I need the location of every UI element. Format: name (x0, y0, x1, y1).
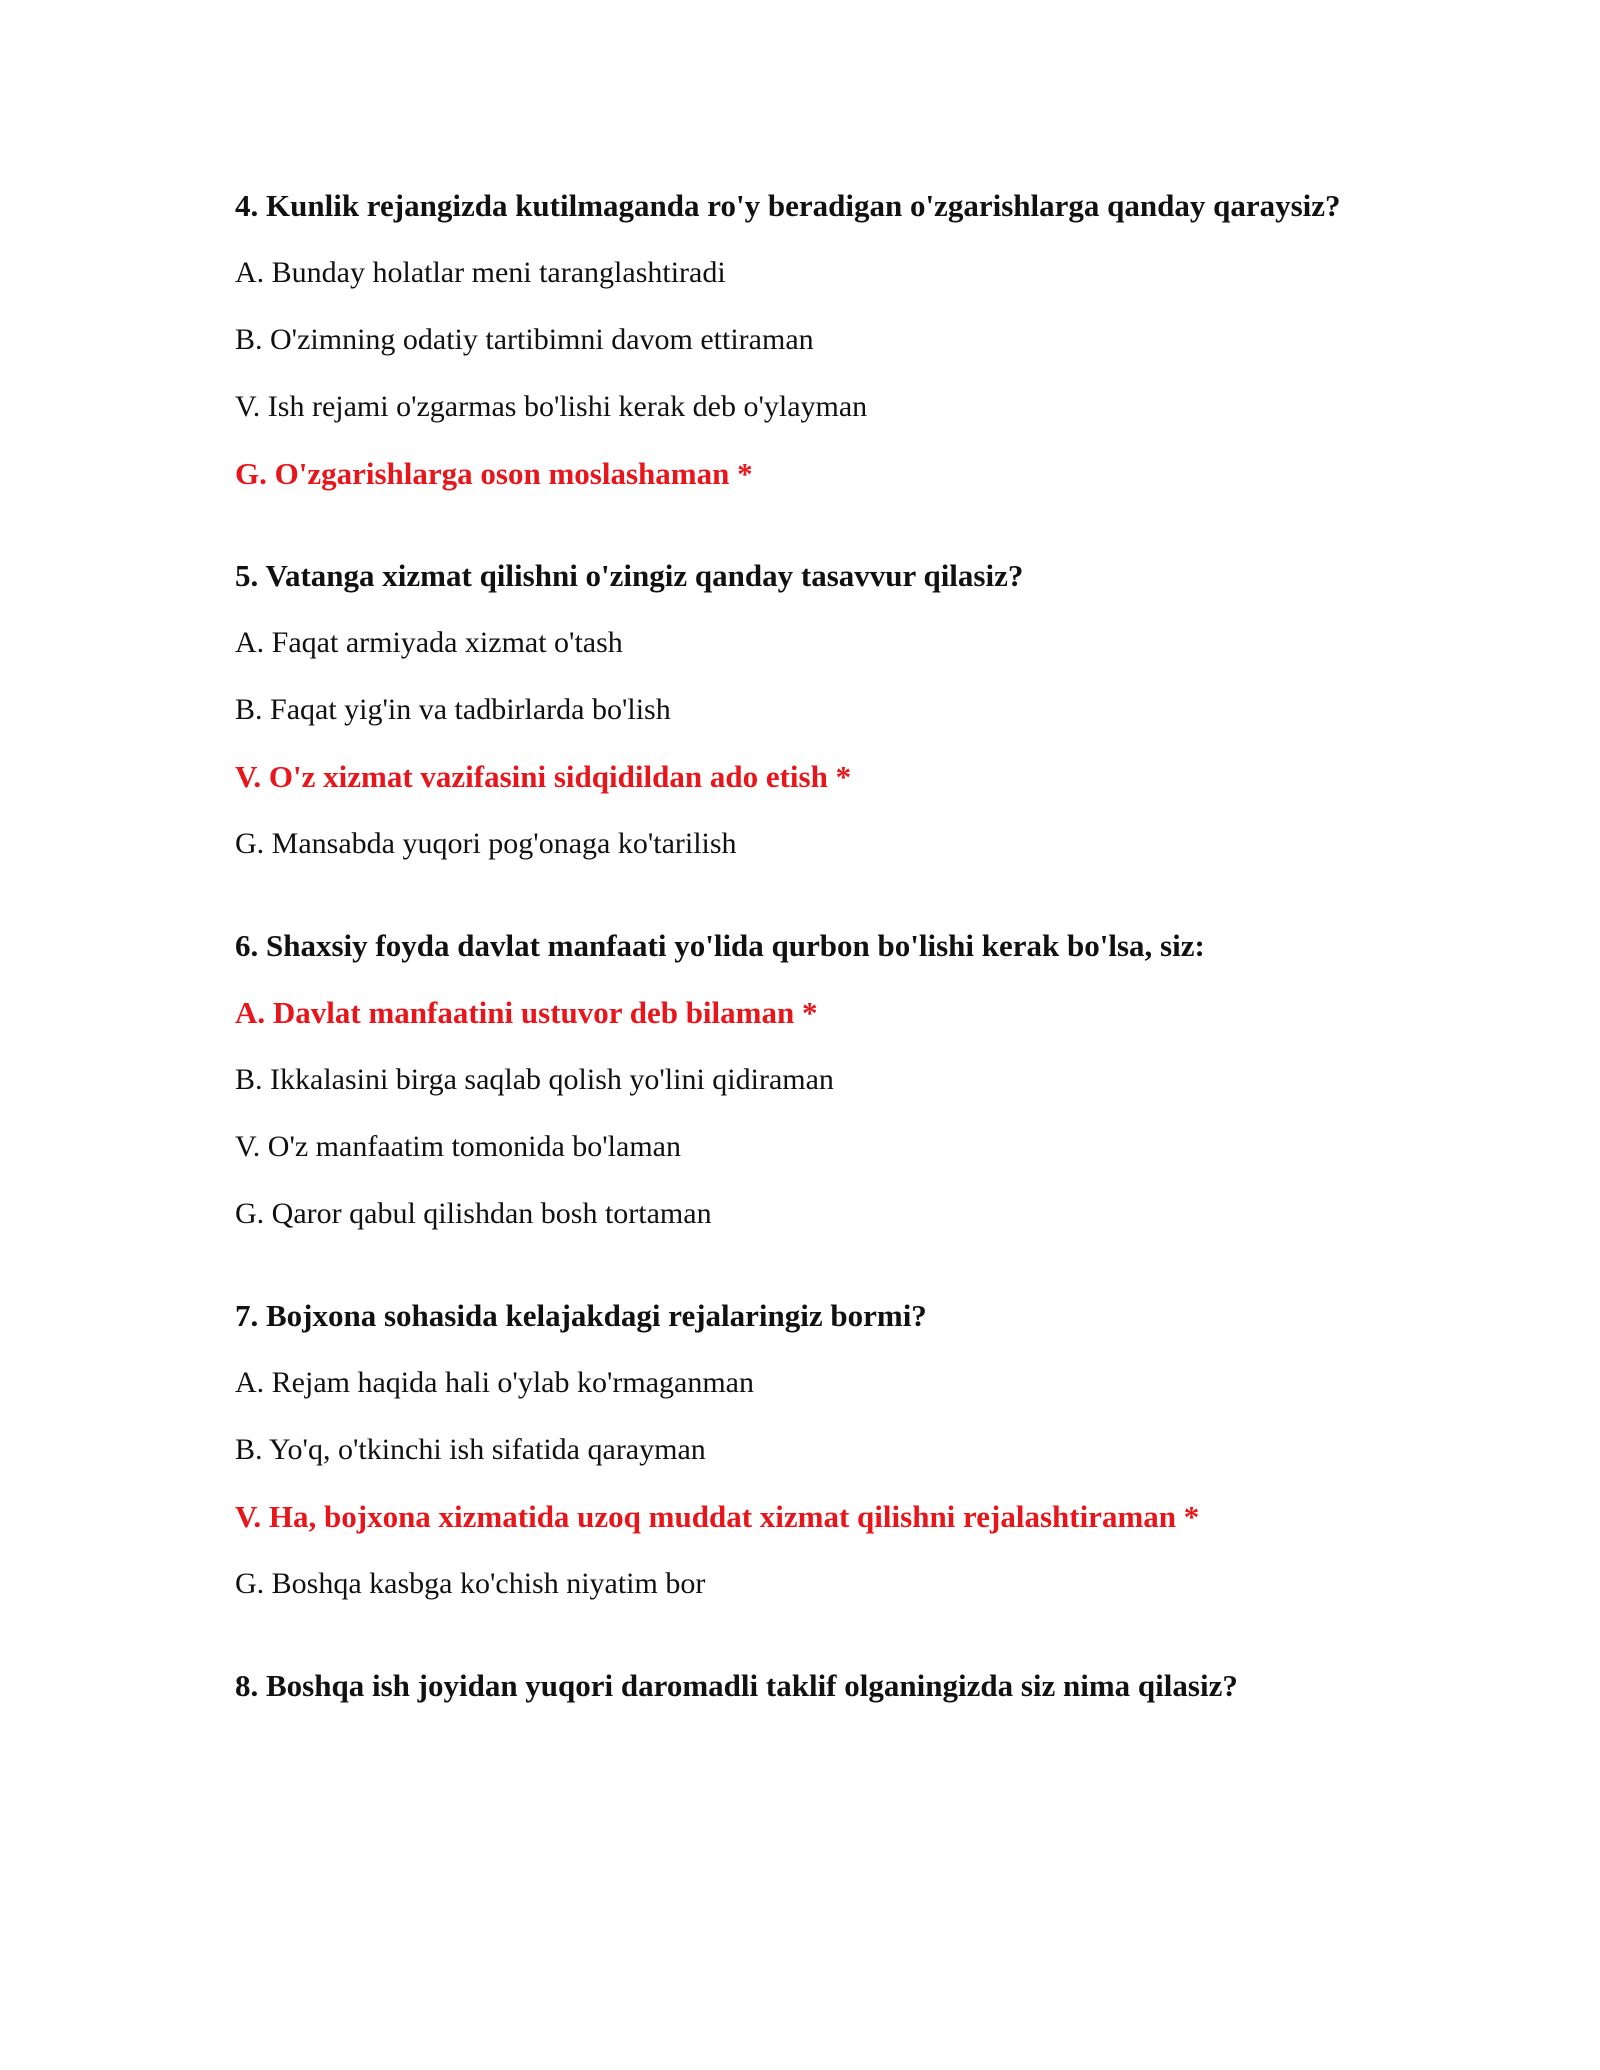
option-a: A. Rejam haqida hali o'ylab ko'rmaganman (235, 1366, 754, 1399)
option-v: V. Ish rejami o'zgarmas bo'lishi kerak deb o'ylayman (235, 390, 868, 423)
question-text: 8. Boshqa ish joyidan yuqori daromadli taklif olganingizda siz nima qilasiz? (235, 1668, 1238, 1703)
option-g: G. Qaror qabul qilishdan bosh tortaman (235, 1197, 712, 1230)
option-v-correct: V. Ha, bojxona xizmatida uzoq muddat xizmat qilishni rejalashtiraman * (235, 1499, 1200, 1534)
option-b: B. Faqat yig'in va tadbirlarda bo'lish (235, 693, 671, 726)
question-4 (235, 188, 1600, 492)
option-b: B. Yo'q, o'tkinchi ish sifatida qarayman (235, 1433, 706, 1466)
question-text: 6. Shaxsiy foyda davlat manfaati yo'lida qurbon bo'lishi kerak bo'lsa, siz: (235, 928, 1205, 963)
option-a: A. Bunday holatlar meni taranglashtiradi (235, 256, 726, 289)
option-b: B. Ikkalasini birga saqlab qolish yo'lini qidiraman (235, 1063, 834, 1096)
question-text: 7. Bojxona sohasida kelajakdagi rejalaringiz bormi? (235, 1298, 927, 1333)
option-g: G. Boshqa kasbga ko'chish niyatim bor (235, 1567, 706, 1600)
option-b: B. O'zimning odatiy tartibimni davom ettiraman (235, 323, 814, 356)
question-5 (235, 558, 1600, 862)
option-g: G. Mansabda yuqori pog'onaga ko'tarilish (235, 827, 737, 860)
question-text: 4. Kunlik rejangizda kutilmaganda ro'y beradigan o'zgarishlarga qanday qaraysiz? (235, 188, 1341, 223)
option-v: V. O'z manfaatim tomonida bo'laman (235, 1130, 681, 1163)
option-v-correct: V. O'z xizmat vazifasini sidqidildan ado etish * (235, 759, 852, 794)
option-a: A. Faqat armiyada xizmat o'tash (235, 626, 623, 659)
option-g-correct: G. O'zgarishlarga oson moslashaman * (235, 456, 753, 491)
option-a-correct: A. Davlat manfaatini ustuvor deb bilaman * (235, 995, 818, 1030)
question-text: 5. Vatanga xizmat qilishni o'zingiz qanday tasavvur qilasiz? (235, 558, 1024, 593)
question-6 (235, 928, 1600, 1232)
question-8 (235, 1668, 1600, 1704)
question-7 (235, 1298, 1600, 1602)
